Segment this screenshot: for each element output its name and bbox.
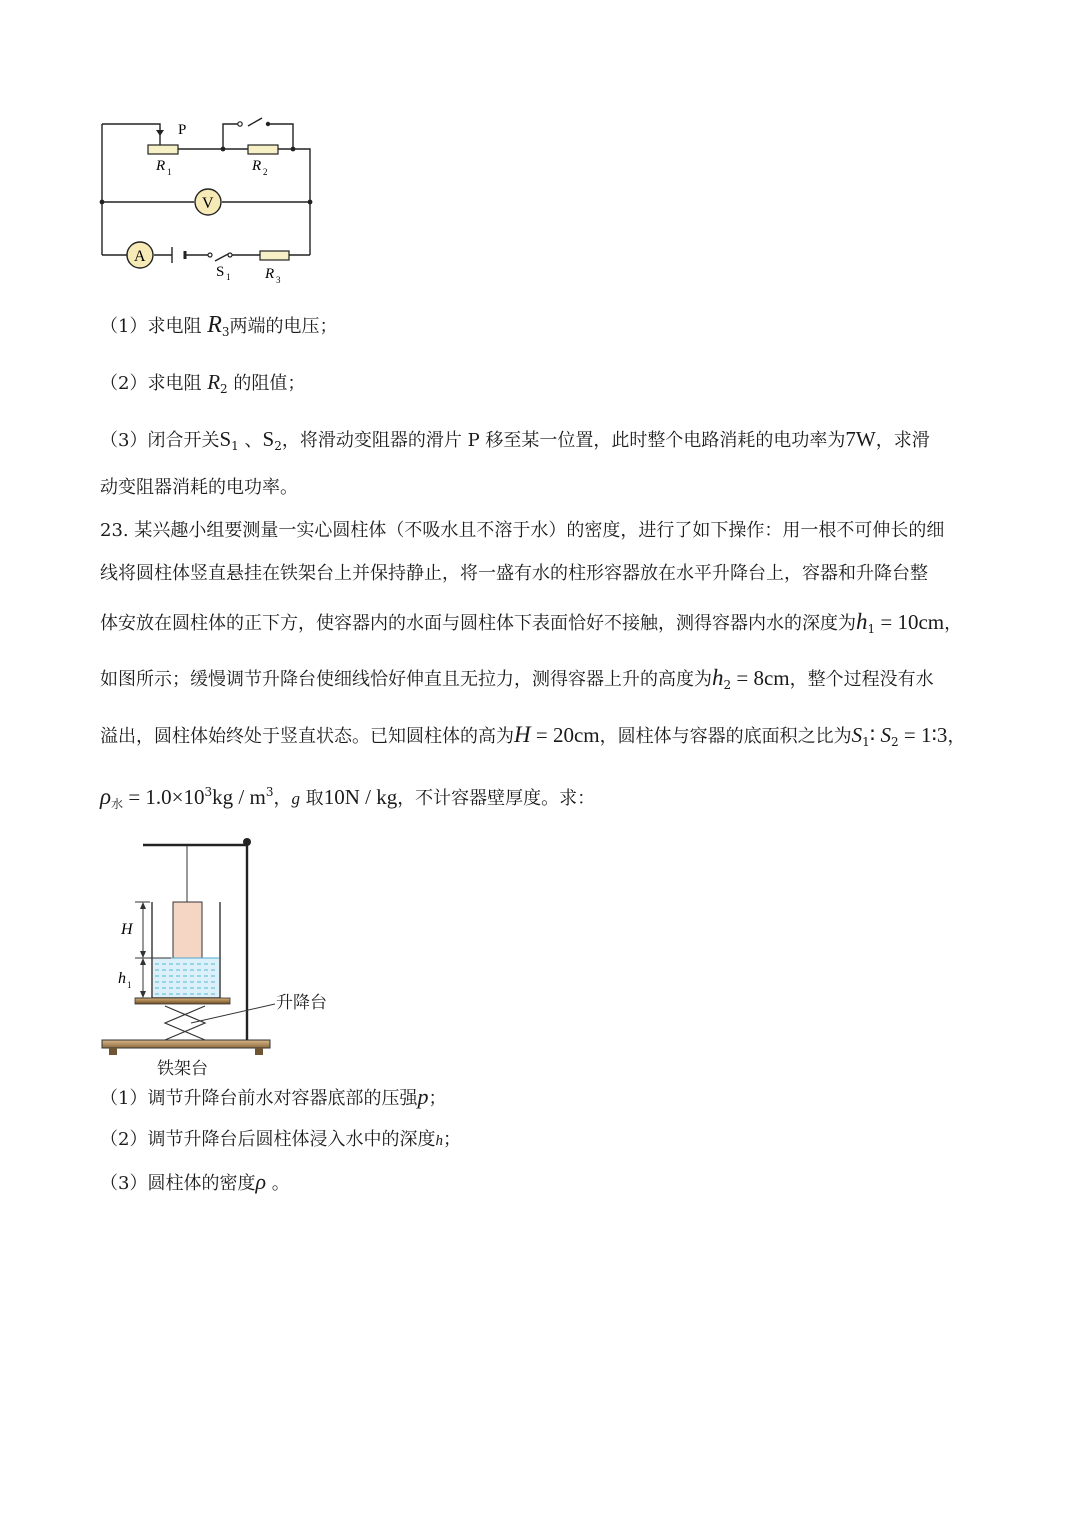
prev-question-2: （2）求电阻 $R_2$ 的阻值； bbox=[100, 370, 306, 396]
svg-text:2: 2 bbox=[263, 167, 268, 177]
prev-question-1: （1）求电阻 $R_3$两端的电压； bbox=[100, 312, 338, 339]
resistor-r1 bbox=[148, 145, 178, 154]
svg-text:1: 1 bbox=[127, 980, 132, 990]
resistor-r3 bbox=[260, 251, 289, 260]
svg-text:3: 3 bbox=[276, 275, 281, 285]
svg-text:1: 1 bbox=[167, 167, 172, 177]
ammeter-label: A bbox=[134, 248, 146, 265]
resistor-r2 bbox=[248, 145, 278, 154]
q23-sub-2: （2）调节升降台后圆柱体浸入水中的深度h； bbox=[100, 1129, 461, 1150]
label-H: H bbox=[121, 921, 133, 938]
label-r3: R bbox=[265, 266, 275, 282]
q23-sub-3: （3）圆柱体的密度ρ 。 bbox=[100, 1169, 290, 1194]
label-r1: R bbox=[156, 158, 166, 174]
q23-sub-1: （1）调节升降台前水对容器底部的压强p； bbox=[100, 1084, 447, 1109]
q23-line-5: 溢出，圆柱体始终处于竖直状态。已知圆柱体的高为H = 20cm，圆柱体与容器的底面积之比为$S_1∶$ $S_2$ = 1∶3， bbox=[100, 722, 966, 749]
voltmeter-label: V bbox=[202, 195, 214, 212]
q23-line-3: 体安放在圆柱体的正下方，使容器内的水面与圆柱体下表面恰好不接触，测得容器内水的深度为$h_1 = 10cm$， bbox=[100, 609, 963, 636]
label-s1: S bbox=[216, 264, 225, 280]
lift-platform bbox=[135, 998, 230, 1004]
label-stand: 铁架台 bbox=[157, 1059, 208, 1079]
prev-question-3-cont: 动变阻器消耗的电功率。 bbox=[100, 477, 298, 498]
q23-line-2: 线将圆柱体竖直悬挂在铁架台上并保持静止，将一盛有水的柱形容器放在水平升降台上，容器和升降台整 bbox=[100, 563, 928, 584]
circuit-diagram bbox=[90, 110, 330, 295]
label-p: P bbox=[178, 122, 187, 138]
q23-line-1: 23. 某兴趣小组要测量一实心圆柱体（不吸水且不溶于水）的密度，进行了如下操作：用一根不可伸长的细 bbox=[100, 520, 945, 541]
apparatus-diagram bbox=[95, 818, 345, 1080]
label-lift: 升降台 bbox=[276, 993, 327, 1013]
cylinder bbox=[173, 902, 202, 958]
q23-line-6: $\rho_水 = 1.0\times 10^3kg / m^3$，g 取10N / kg，不计容器壁厚度。求： bbox=[100, 784, 596, 811]
label-r2: R bbox=[252, 158, 262, 174]
label-h1: h bbox=[118, 970, 126, 987]
slider-arrow-icon bbox=[156, 130, 164, 136]
svg-text:1: 1 bbox=[226, 272, 231, 282]
stand-base bbox=[102, 1040, 270, 1048]
q23-line-4: 如图所示；缓慢调节升降台使细线恰好伸直且无拉力，测得容器上升的高度为$h_2 = 8cm$，整个过程没有水 bbox=[100, 665, 934, 692]
prev-question-3: （3）闭合开关$S_1$ 、$S_2$，将滑动变阻器的滑片 P 移至某一位置，此时整个电路消耗的电功率为7W，求滑 bbox=[100, 427, 930, 453]
